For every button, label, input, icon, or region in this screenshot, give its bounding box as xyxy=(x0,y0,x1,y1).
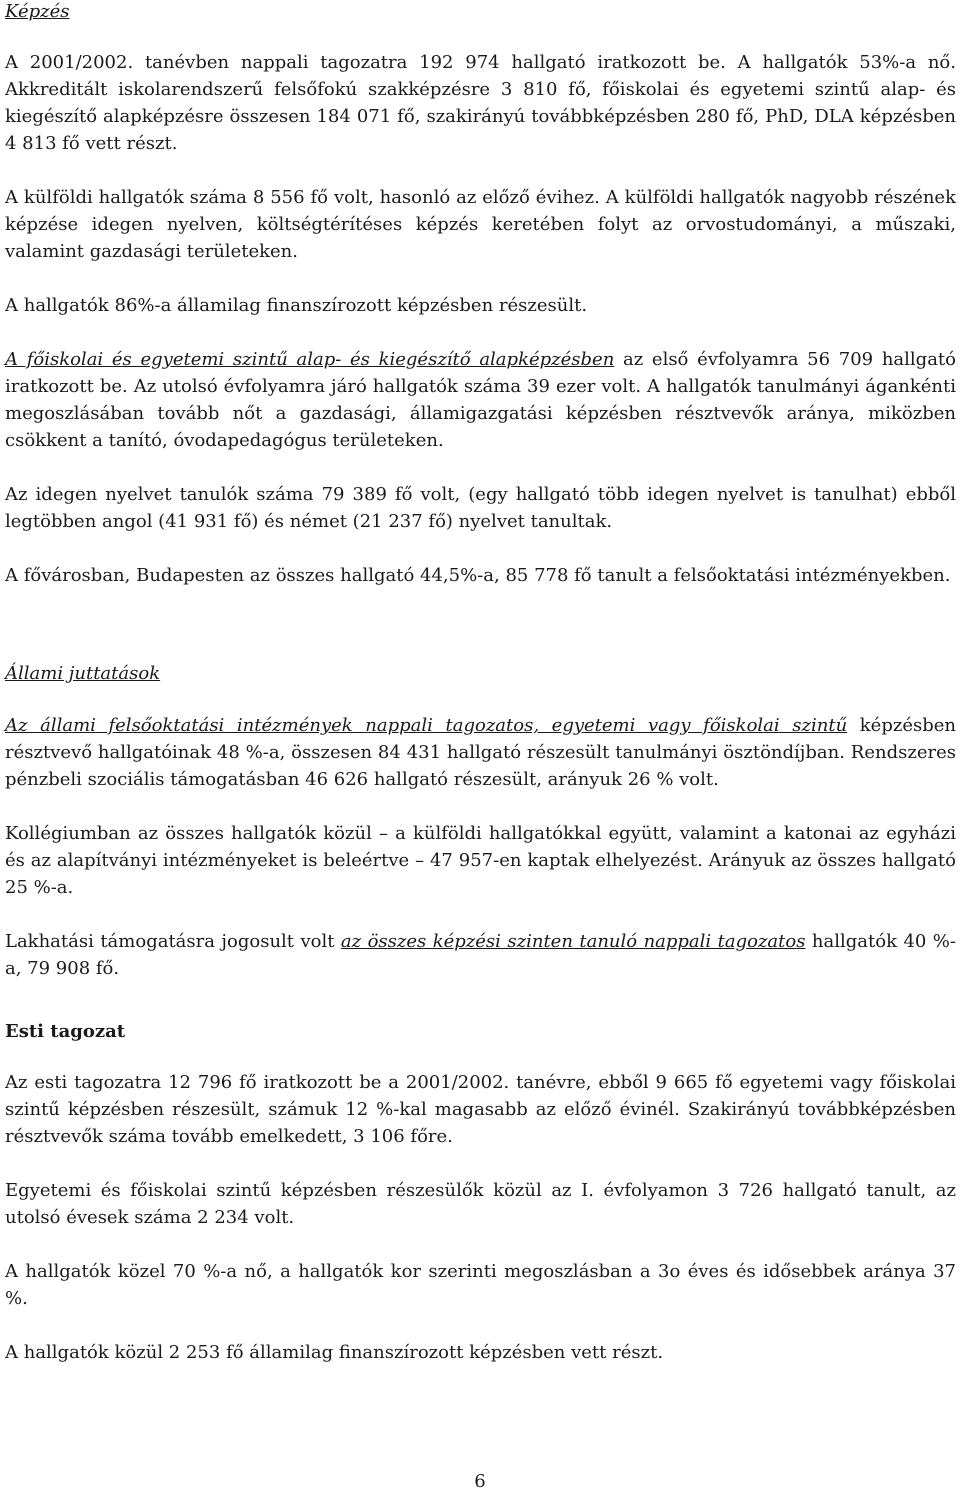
paragraph-text: az első évfolyamra 56 709 hallgató iratkozott be. Az utolsó évfolyamra járó hallgatók száma 39 ezer volt. A hallgatók tanulmányi ágankénti megoszlásában tovább nőt a gazdasági, államigazgatási képzésben résztvevők aránya, miközben csökkent a tanító, óvodapedagógus területeken. xyxy=(5,349,956,451)
paragraph: A hallgatók közül 2 253 fő államilag finanszírozott képzésben vett részt. xyxy=(5,1342,664,1363)
italic-phrase: Az állami felsőoktatási intézmények nappali tagozatos, egyetemi vagy főiskolai szintű xyxy=(5,715,848,736)
paragraph xyxy=(5,346,956,454)
paragraph-text: Lakhatási támogatásra jogosult volt xyxy=(5,931,341,952)
section-esti xyxy=(5,1069,956,1366)
paragraph: A 2001/2002. tanévben nappali tagozatra 192 974 hallgató iratkozott be. A hallgatók 53%-a nő. Akkreditált iskolarendszerű felsőfokú szakképzésre 3 810 fő, főiskolai és egyetemi szintű alap- és kiegészítő alapképzésre összesen 184 071 fő, szakirányú továbbképzésben 280 fő, PhD, DLA képzésben 4 813 fő vett részt. xyxy=(5,52,956,154)
paragraph-text: képzésben résztvevő hallgatóinak 48 %-a, összesen 84 431 hallgató részesült tanulmányi ösztöndíjban. Rendszeres pénzbeli szociális támogatásban 46 626 hallgató részesült, arányuk 26 % volt. xyxy=(5,715,956,790)
paragraph-text: hallgatók 40 %-a, 79 908 fő. xyxy=(5,931,956,979)
paragraph: A hallgatók 86%-a államilag finanszírozott képzésben részesült. xyxy=(5,295,588,316)
section-heading-esti: Esti tagozat xyxy=(5,1021,126,1042)
section-kepzes xyxy=(5,49,956,589)
italic-phrase: az összes képzési szinten tanuló nappali tagozatos xyxy=(340,931,806,952)
section-juttatasok xyxy=(5,712,956,982)
paragraph: Az esti tagozatra 12 796 fő iratkozott be a 2001/2002. tanévre, ebből 9 665 fő egyetemi vagy főiskolai szintű képzésben részesült, számuk 12 %-kal magasabb az előző évinél. Szakirányú továbbképzésben résztvevők száma tovább emelkedett, 3 106 főre. xyxy=(5,1072,956,1147)
italic-phrase: A főiskolai és egyetemi szintű alap- és kiegészítő alapképzésben xyxy=(5,349,615,370)
page-number: 6 xyxy=(474,1471,486,1492)
paragraph: Az idegen nyelvet tanulók száma 79 389 fő volt, (egy hallgató több idegen nyelvet is tanulhat) ebből legtöbben angol (41 931 fő) és német (21 237 fő) nyelvet tanultak. xyxy=(5,484,956,532)
paragraph: A fővárosban, Budapesten az összes hallgató 44,5%-a, 85 778 fő tanult a felsőoktatási intézményekben. xyxy=(5,565,951,586)
paragraph: A külföldi hallgatók száma 8 556 fő volt, hasonló az előző évihez. A külföldi hallgatók nagyobb részének képzése idegen nyelven, költségtérítéses képzés keretében folyt az orvostudományi, a műszaki, valamint gazdasági területeken. xyxy=(5,187,956,262)
section-heading-kepzes: Képzés xyxy=(5,1,70,22)
paragraph xyxy=(5,712,956,793)
paragraph: Kollégiumban az összes hallgatók közül – a külföldi hallgatókkal együtt, valamint a katonai az egyházi és az alapítványi intézményeket is beleértve – 47 957-en kaptak elhelyezést. Arányuk az összes hallgató 25 %-a. xyxy=(5,823,956,898)
paragraph: A hallgatók közel 70 %-a nő, a hallgatók kor szerinti megoszlásban a 3o éves és idősebbek aránya 37 %. xyxy=(5,1261,956,1309)
paragraph xyxy=(5,928,956,982)
section-heading-juttatasok: Állami juttatások xyxy=(5,663,161,684)
paragraph: Egyetemi és főiskolai szintű képzésben részesülők közül az I. évfolyamon 3 726 hallgató tanult, az utolsó évesek száma 2 234 volt. xyxy=(5,1180,956,1228)
